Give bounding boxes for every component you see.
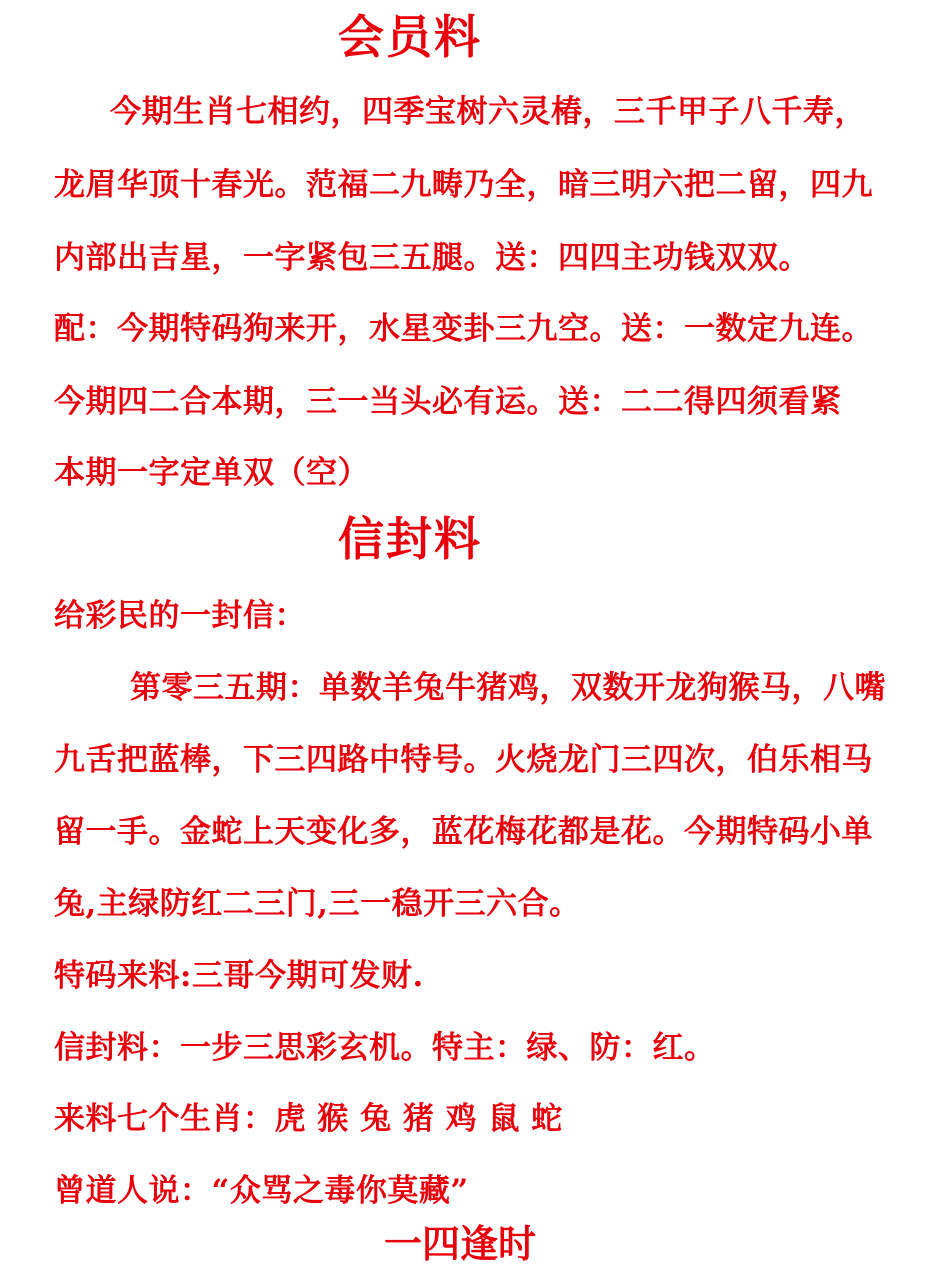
member-line-2: 龙眉华顶十春光。范福二九畴乃全，暗三明六把二留，四九	[54, 167, 873, 203]
letter-line-1: 第零三五期：单数羊兔牛猪鸡，双数开龙狗猴马，八嘴	[130, 670, 886, 706]
member-section-title: 会员料	[338, 10, 482, 64]
letter-greeting: 给彩民的一封信：	[54, 598, 306, 634]
member-line-5: 今期四二合本期，三一当头必有运。送：二二得四须看紧	[54, 384, 842, 420]
member-line-3: 内部出吉星，一字紧包三五腿。送：四四主功钱双双。	[54, 240, 810, 276]
special-code-source: 特码来料:三哥今期可发财.	[54, 958, 424, 994]
taoist-quote: 曾道人说：“众骂之毒你莫藏”	[54, 1173, 469, 1209]
envelope-material: 信封料：一步三思彩玄机。特主：绿、防：红。	[54, 1030, 716, 1066]
letter-line-3: 留一手。金蛇上天变化多，蓝花梅花都是花。今期特码小单	[54, 814, 873, 850]
footer-title: 一四逢时	[383, 1221, 536, 1266]
member-line-4: 配：今期特码狗来开，水星变卦三九空。送：一数定九连。	[54, 311, 873, 347]
letter-section-title: 信封料	[338, 512, 482, 566]
member-line-1: 今期生肖七相约，四季宝树六灵椿，三千甲子八千寿，	[110, 94, 866, 130]
member-line-6: 本期一字定单双（空）	[54, 455, 369, 491]
letter-line-4: 兔,主绿防红二三门,三一稳开三六合。	[54, 886, 581, 922]
letter-line-2: 九舌把蓝棒，下三四路中特号。火烧龙门三四次，伯乐相马	[54, 742, 873, 778]
seven-zodiac-list: 来料七个生肖：虎 猴 兔 猪 鸡 鼠 蛇	[54, 1101, 563, 1137]
